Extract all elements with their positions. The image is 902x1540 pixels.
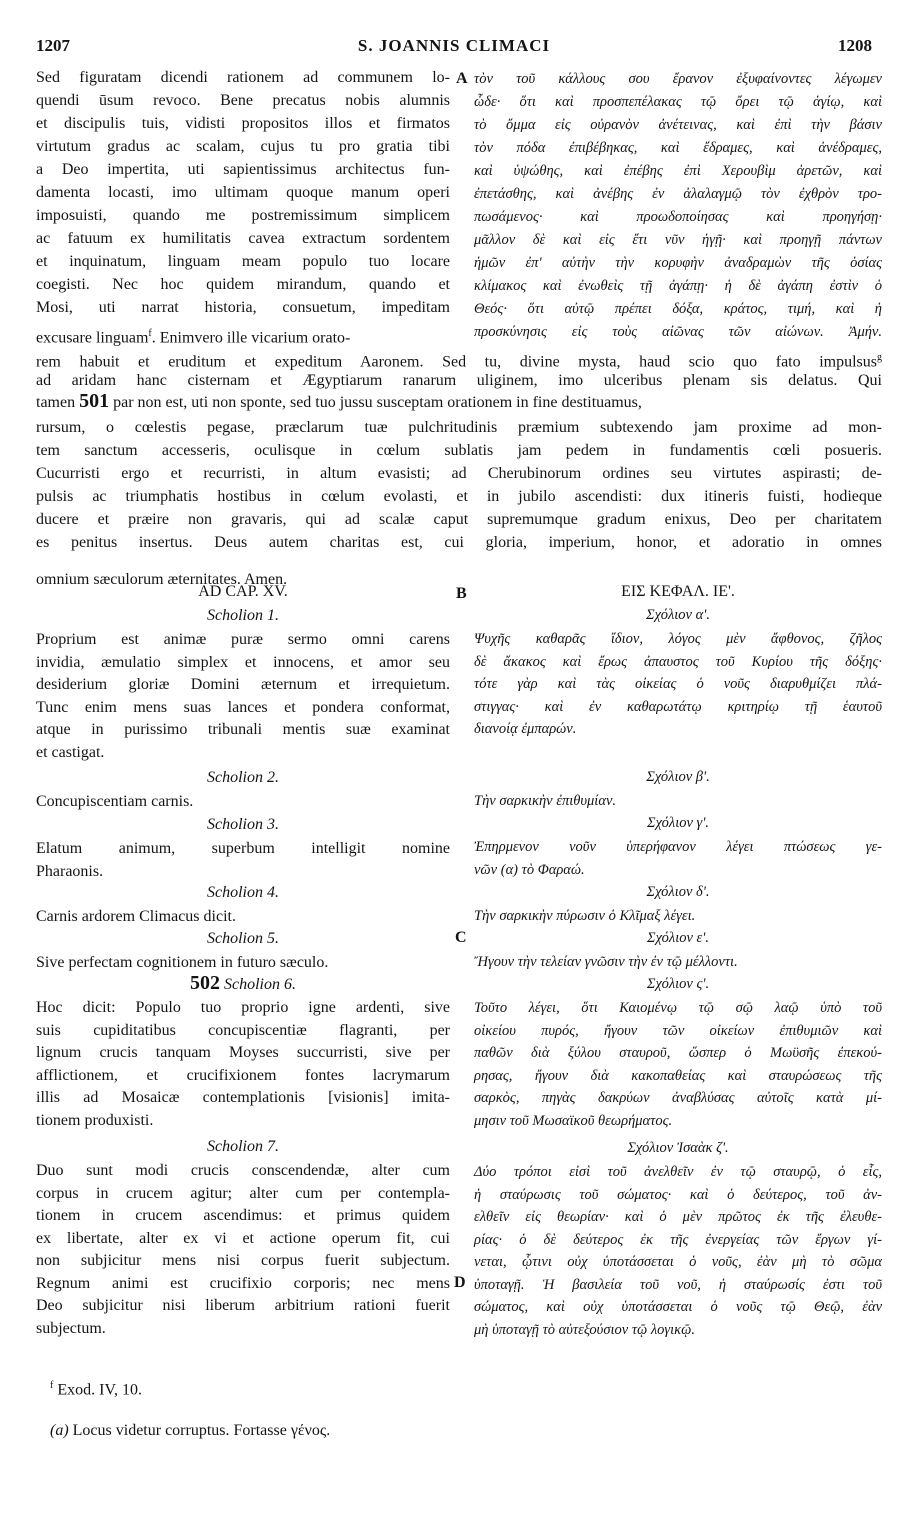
- scholion-line: lignum crucis tanquam Moyses succurristi, sive per: [36, 1044, 450, 1061]
- scholion-line: tionem in crucem ascendimus: et primus quidem: [36, 1207, 450, 1224]
- column-number-501: 501: [79, 390, 110, 412]
- scholion-line: μησιν τοῦ Μωσαϊκοῦ θεωρήματος.: [474, 1112, 673, 1129]
- scholion-line: Carnis ardorem Climacus dicit.: [36, 908, 236, 925]
- footnote-mark-g: g: [877, 352, 882, 363]
- scholion-line: invidia, æmulatio simplex et innocens, et amor seu: [36, 653, 450, 671]
- latin-text-line: damenta locasti, imo ultimam quoque manum operi: [36, 184, 450, 201]
- scholion-heading: Σχόλιον Ἰσαὰκ ζ'.: [627, 1140, 729, 1156]
- scholion-line: Τὴν σαρκικὴν ἐπιθυμίαν.: [474, 793, 617, 809]
- scholion-heading: Σχόλιον β'.: [646, 769, 710, 785]
- margin-letter-a: A: [456, 70, 468, 87]
- latin-text: . Enimvero ille vicarium orato-: [151, 329, 351, 347]
- scholion-heading: Scholion 3.: [207, 816, 279, 833]
- scholion-line: ἡ σταύρωσις τοῦ σώματος· καὶ ὁ δεύτερος, τοῦ ἀν-: [474, 1186, 882, 1203]
- scholion-line: ρίας· ὁ δὲ δεύτερος ἐκ τῆς ἐνεργείας τῶν ἔργων γί-: [474, 1231, 882, 1248]
- scholion-line: ὑποταγῇ. Ἡ βασιλεία τοῦ νοῦ, ἡ σταύρωσίς ἐστι τοῦ: [474, 1276, 882, 1293]
- latin-text-line: ducere et præire non gravaris, qui ad scalæ caput supremumque gradum enixus, Deo per charitatem: [36, 511, 882, 528]
- chapter-heading: AD CAP. XV.: [198, 583, 288, 600]
- greek-text-line: ἡμῶν ἐπ' αὐτὴν τὴν κορυφὴν ἀναδραμὼν τῆς ὁσίας: [474, 255, 882, 271]
- scholion-line: τότε γὰρ καὶ τὰς οἰκείας ὁ νοῦς διαρυθμίζει πλά-: [474, 676, 882, 692]
- latin-text-line: et inquinatum, linguam meam populo tuo locare: [36, 253, 450, 270]
- scholion-heading: Scholion 1.: [207, 607, 279, 624]
- latin-text-line: Mosi, uti narrat historia, consuetum, impeditam: [36, 299, 450, 316]
- latin-text-line: et discipulis tuis, vidisti propositos illos et firmatos: [36, 115, 450, 132]
- greek-text-line: ὧδε· ὅτι καὶ προσπεπέλακας τῷ ὄρει τῷ ἁγίῳ, καὶ: [474, 94, 882, 110]
- greek-text-line: τὸ ὄμμα εἰς οὐρανὸν ἀνέτεινας, καὶ ἐπὶ τὴν βάσιν: [474, 117, 882, 133]
- scholion-line: ρησας, ἤγουν διὰ κακοπαθείας καὶ σταυρώσεως τῆς: [474, 1067, 882, 1084]
- scholion-line: Duo sunt modi crucis conscendendæ, alter cum: [36, 1162, 450, 1179]
- scholion-line: Ἤγουν τὴν τελείαν γνῶσιν τὴν ἐν τῷ μέλλοντι.: [474, 954, 738, 970]
- greek-text-line: Θεός· ὅτι αὐτῷ πρέπει δόξα, κράτος, τιμή, καὶ ἡ: [474, 301, 882, 317]
- scholion-line: Tunc enim mens suas lances et pondera conformat,: [36, 698, 450, 716]
- latin-text-line: Sed figuratam dicendi rationem ad communem lo-: [36, 69, 450, 86]
- scholion-line: atque in purissimo tribunali mentis suæ examinat: [36, 721, 450, 738]
- scholion-line: νεται, ᾧτινι οὐχ ὑποτάσσεται ὁ νοῦς, ἐὰν μὴ τὸ σῶμα: [474, 1254, 882, 1270]
- scholion-line: Ψυχῆς καθαρᾶς ἴδιον, λόγος μὲν ἄφθονος, ζῆλος: [474, 631, 882, 647]
- scholion-line: ex libertate, alter ex vi et actione operum fit, cui: [36, 1229, 450, 1247]
- scholion-line: et castigat.: [36, 743, 105, 761]
- latin-text-line: rursum, o cœlestis pegase, præclarum tuæ pulchritudinis præmium subtexendo jam proxime ad mon-: [36, 419, 882, 436]
- latin-text-line: a Deo impertita, uti sapientissimus architectus fun-: [36, 161, 450, 178]
- latin-text-line: pulsis ac triumphatis hostibus in cœlum evolasti, et in jubilo ascendisti: dux itineris fuisti, hodieque: [36, 488, 882, 505]
- scholion-line: νῶν (α) τὸ Φαραώ.: [474, 861, 585, 878]
- latin-text-line: Cucurristi ergo et recurristi, in altum evasisti; ad Cherubinorum ordines seu virtutes aspirasti; de-: [36, 465, 882, 482]
- latin-text-line: [36, 348, 882, 371]
- latin-text-line: ac fatuum ex humilitatis cavea extractum sordentem: [36, 230, 450, 247]
- scholion-line: Pharaonis.: [36, 862, 104, 880]
- scholion-heading: Scholion 2.: [207, 769, 279, 786]
- latin-text-line: virtutum gradus ac scalam, cujus tu pro gratia tibi: [36, 138, 450, 155]
- scholion-title: Scholion 6.: [224, 976, 296, 993]
- scholion-line: Deo subjicitur nisi liberum arbitrium rationi fuerit: [36, 1297, 450, 1314]
- margin-letter-d: D: [454, 1274, 466, 1291]
- scholion-line: Elatum animum, superbum intelligit nomine: [36, 840, 450, 857]
- page-number-left: 1207: [36, 36, 70, 55]
- scholion-line: ελθεῖν εἰς θεωρίαν· καὶ ὁ μὲν πρῶτος ἐκ τῆς ἐλευθε-: [474, 1209, 882, 1225]
- footnote-text: Exod. IV, 10.: [57, 1381, 142, 1399]
- running-header: [36, 36, 872, 64]
- footnote-marker: f: [50, 1380, 54, 1391]
- margin-letter-c: C: [455, 929, 467, 946]
- footnote-marker: (a): [50, 1422, 69, 1439]
- scholion-line: desiderium gloriæ Domini æternum et irrequietum.: [36, 676, 450, 693]
- latin-text-line: imposuisti, quando me postremissimum simplicem: [36, 207, 450, 224]
- greek-text-line: τὸν πόδα ἐπιβέβηκας, καὶ ἔδραμες, καὶ ἀνέδραμες,: [474, 140, 882, 156]
- scholion-line: δὲ ἄκακος καὶ ἔρως ἀπαυστος τοῦ Κυρίου τῆς δόξης·: [474, 653, 882, 670]
- scholion-line: μὴ ὑποταγῇ τὸ αὐτεξούσιον τῷ λογικῷ.: [474, 1321, 695, 1338]
- latin-text-line: quendi ūsum revoco. Bene precatus nobis alumnis: [36, 92, 450, 109]
- scholion-line: Τοῦτο λέγει, ὅτι Καιομένῳ τῷ σῷ λαῷ ὑπὸ τοῦ: [474, 1000, 882, 1016]
- latin-text: excusare linguam: [36, 329, 149, 347]
- scholion-line: Concupiscentiam carnis.: [36, 793, 194, 810]
- scholion-line: διανοίᾳ ἐμπαρών.: [474, 721, 577, 737]
- page-number-right: 1208: [838, 36, 872, 55]
- chapter-heading: ΕΙΣ ΚΕΦΑΛ. ΙΕ'.: [621, 583, 735, 600]
- latin-text-line: tem sanctum accesseris, oculisque in cœlum sublatis jam pedem in fundamentis cœli posueris.: [36, 442, 882, 459]
- scholion-heading: Scholion 7.: [207, 1138, 279, 1155]
- greek-text-line: τὸν τοῦ κάλλους σου ἔρανον ἐξυφαίνοντες λέγωμεν: [474, 71, 882, 87]
- footnote-text: Locus videtur corruptus. Fortasse γένος.: [72, 1422, 331, 1439]
- scholion-line: afflictionem, et crucifixionem fontes lacrymarum: [36, 1066, 450, 1084]
- latin-text: par non est, uti non sponte, sed tuo jussu susceptam orationem in fine destituamus,: [113, 394, 642, 411]
- scholion-heading: Σχόλιον ε'.: [646, 930, 709, 946]
- scholion-line: non subjicitur mens nisi corpus fuerit subjectum.: [36, 1252, 450, 1269]
- scholion-line: Ἐπηρμενον νοῦν ὑπερήφανον λέγει πτώσεως γε-: [474, 839, 882, 855]
- scholion-line: Hoc dicit: Populo tuo proprio igne ardenti, sive: [36, 999, 450, 1016]
- scholion-heading: Σχόλιον ς'.: [646, 976, 710, 992]
- greek-text-line: καὶ ὑψώθης, καὶ ἐπέβης ἐπὶ Χερουβὶμ ἀρετῶν, καὶ: [474, 163, 882, 179]
- greek-text-line: ἐπετάσθης, καὶ ἀνέβης ἐν ἀλαλαγμῷ τὸν ἐχθρὸν τρο-: [474, 186, 882, 202]
- scholion-line: Sive perfectam cognitionem in futuro sæculo.: [36, 954, 329, 971]
- scholion-line: στιγγας· καὶ ἐν καθαρωτάτῳ κριτηρίῳ τῇ ἑαυτοῦ: [474, 698, 882, 715]
- footnote-mark-f: f: [148, 328, 152, 339]
- scholion-heading: Scholion 5.: [207, 930, 279, 947]
- scholion-line: σαρκὸς, πηγὰς δακρύων ἀναβλύσας αὐτοῖς κατὰ μί-: [474, 1090, 882, 1106]
- scholion-line: Δύο τρόποι εἰσὶ τοῦ ἀνελθεῖν ἐν τῷ σταυρῷ, ὁ εἷς,: [474, 1164, 882, 1180]
- scholion-line: illis ad Mosaicæ contemplationis [visionis] imita-: [36, 1089, 450, 1106]
- latin-text: tamen: [36, 394, 76, 411]
- scholion-heading: Σχόλιον α'.: [646, 607, 710, 623]
- latin-text-line: coegisti. Nec hoc quidem mirandum, quando et: [36, 276, 450, 293]
- greek-text-line: προσκύνησις εἰς τοὺς αἰῶνας τῶν αἰώνων. Ἀμήν.: [474, 324, 882, 340]
- column-number-502: 502: [190, 972, 220, 994]
- latin-text-line: ad aridam hanc cisternam et Ægyptiarum ranarum uliginem, imo ulceribus plenam sis delatus. Qui: [36, 372, 882, 389]
- scholion-heading: Scholion 4.: [207, 884, 279, 901]
- margin-letter-b: B: [456, 585, 467, 602]
- scholion-line: subjectum.: [36, 1319, 106, 1337]
- scholion-line: Regnum animi est crucifixio corporis; nec mens: [36, 1274, 450, 1292]
- greek-text-line: κλίμακος καὶ ἐνωθεὶς τῇ ἀγάπῃ· ἡ δὲ ἀγάπη ἐστὶν ὁ: [474, 278, 882, 294]
- greek-text-line: πωσάμενος· καὶ προωδοποίησας καὶ προηγήσῃ·: [474, 209, 882, 225]
- scholion-line: Proprium est animæ puræ sermo omni carens: [36, 631, 450, 648]
- footnote-f: [50, 1376, 142, 1399]
- scholion-line: οἰκείου πυρός, ἤγουν τῶν οἰκείων ἐπιθυμιῶν καὶ: [474, 1022, 882, 1039]
- scholion-line: tionem produxisti.: [36, 1111, 154, 1129]
- scholion-line: corpus in crucem agitur; alter cum per contempla-: [36, 1184, 450, 1202]
- latin-text-line-501: [36, 392, 882, 412]
- scholion-line: suis cupiditatibus concupiscentiæ flagranti, per: [36, 1021, 450, 1039]
- scholion-line: σώματος, καὶ οὐχ ὑποτάσσεται ὁ νοῦς τῷ Θεῷ, ἐὰν: [474, 1299, 882, 1315]
- footnote-a: [50, 1421, 330, 1440]
- latin-text-line: omnium sæculorum æternitates. Amen.: [36, 571, 288, 588]
- scholion-heading: Σχόλιον γ'.: [646, 815, 709, 831]
- scholion-heading: [36, 974, 450, 994]
- running-title: S. JOANNIS CLIMACI: [357, 36, 551, 55]
- scholion-heading: Σχόλιον δ'.: [646, 884, 710, 900]
- latin-top-last-line: [36, 324, 450, 347]
- scholion-line: παθῶν διὰ ξύλου σταυροῦ, ὥσπερ ὁ Μωϋσῆς ἐπεκού-: [474, 1045, 882, 1061]
- latin-text: rem habuit et eruditum et expeditum Aaronem. Sed tu, divine mysta, haud scio quo fato impulsus: [36, 353, 877, 371]
- latin-text-line: es penitus insertus. Deus autem charitas est, cui gloria, imperium, honor, et adoratio in omnes: [36, 534, 882, 551]
- greek-text-line: μᾶλλον δὲ καὶ εἰς ἔτι νῦν ἡγῇ· καὶ προηγῇ πάντων: [474, 232, 882, 248]
- scholion-line: Τὴν σαρκικὴν πύρωσιν ὁ Κλῖμαξ λέγει.: [474, 908, 696, 924]
